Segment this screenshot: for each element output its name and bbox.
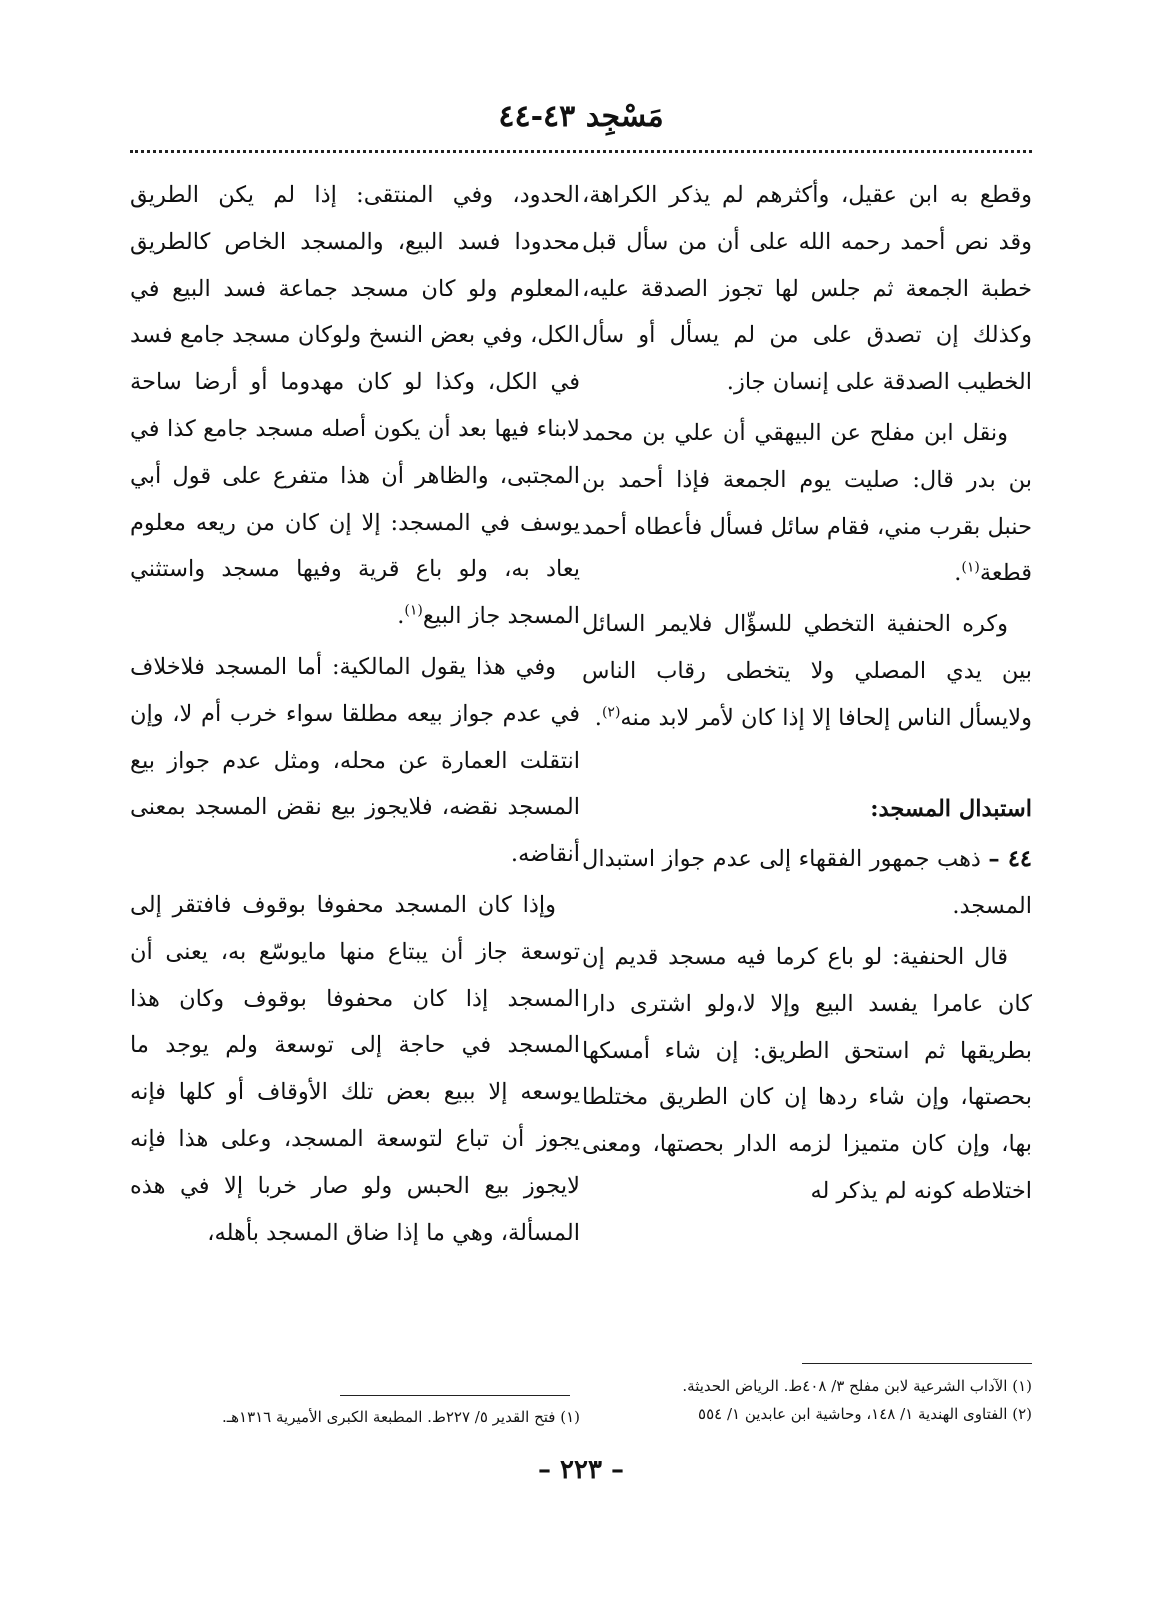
footnote-item: (١) فتح القدير ٥/ ٢٢٧ط. المطبعة الكبرى الأميرية ١٣١٦هـ. — [221, 1408, 580, 1426]
paragraph-text: وكره الحنفية التخطي للسؤّال فلايمر السائل بين يدي المصلي ولا يتخطى رقاب الناس ولايسأل الناس إلحافا إلا إذا كان لأمر لابد منه — [582, 611, 1032, 731]
footnote-item: (٢) الفتاوى الهندية ١/ ١٤٨، وحاشية ابن عابدين ١/ ٥٥٤ — [698, 1405, 1032, 1423]
footnotes-right — [582, 1372, 1032, 1428]
footnotes-left — [130, 1403, 580, 1431]
page-number: – ٢٢٣ – — [537, 1455, 625, 1485]
paragraph-text: ذهب جمهور الفقهاء إلى عدم جواز استبدال المسجد. — [582, 846, 1032, 920]
footnote-ref: (١) — [404, 602, 423, 619]
section-heading: استبدال المسجد: — [870, 795, 1032, 822]
footnote-ref: (١) — [961, 559, 980, 576]
paragraph-text: الحدود، وفي المنتقى: إذا لم يكن الطريق محدودا فسد البيع، والمسجد الخاص كالطريق المعلوم ولو كان مسجد جماعة فسد البيع في الكل، وفي بعض النسخ ولوكان مسجد جامع فسد في الكل، وكذا لو كان مهدوما أو أرضا ساحة لابناء فيها بعد أن يكون أصله مسجد جامع كذا في المجتبى، والظاهر أن هذا متفرع على قول أبي يوسف في المسجد: إلا إن كان من ريعه معلوم يعاد به، ولو باع قرية وفيها مسجد واستثني المسجد جاز البيع — [130, 182, 580, 630]
footnote-ref: (٢) — [601, 704, 621, 721]
right-column — [582, 172, 1032, 1219]
paragraph: وإذا كان المسجد محفوفا بوقوف فافتقر إلى توسعة جاز أن يبتاع منها مايوسّع به، يعنى أن المسجد إذا كان محفوفا بوقوف وكان هذا المسجد في حاجة إلى توسعة ولم يوجد ما يوسعه إلا ببيع بعض تلك الأوقاف أو كلها فإنه يجوز أن تباع لتوسعة المسجد، وعلى هذا فإنه لايجوز بيع الحبس ولو صار خربا إلا في هذه المسألة، وهي ما إذا ضاق المسجد بأهله، — [130, 891, 580, 1246]
paragraph — [582, 836, 1032, 930]
paragraph — [130, 172, 580, 640]
paragraph-end: . — [594, 704, 602, 731]
paragraph-text: ونقل ابن مفلح عن البيهقي أن علي بن محمد بن بدر قال: صليت يوم الجمعة فإذا أحمد بن حنبل بقرب مني، فقام سائل فسأل فأعطاه أحمد قطعة — [582, 419, 1032, 587]
footnote-item: (١) الآداب الشرعية لابن مفلح ٣/ ٤٠٨ط. الرياض الحديثة. — [682, 1377, 1032, 1395]
section-number: ٤٤ – — [988, 846, 1032, 873]
footnote-rule — [802, 1363, 1032, 1364]
left-column — [130, 172, 580, 1260]
paragraph: وقطع به ابن عقيل، وأكثرهم لم يذكر الكراهة، وقد نص أحمد رحمه الله على أن من سأل قبل خطبة الجمعة ثم جلس لها تجوز الصدقة عليه، وكذلك إن تصدق على من لم يسأل أو سأل الخطيب الصدقة على إنسان جاز. — [582, 182, 1032, 396]
paragraph-end: . — [397, 603, 405, 630]
header-dotted-rule — [130, 150, 1032, 153]
footnote-rule — [340, 1395, 570, 1396]
page-header-title: مَسْجِد ٤٣-٤٤ — [498, 99, 664, 134]
paragraph — [582, 601, 1032, 741]
paragraph — [582, 410, 1032, 597]
paragraph: وفي هذا يقول المالكية: أما المسجد فلاخلاف في عدم جواز بيعه مطلقا سواء خرب أم لا، وإن انتقلت العمارة عن محله، ومثل عدم جواز بيع المسجد نقضه، فلايجوز بيع نقض المسجد بمعنى أنقاضه. — [130, 653, 580, 868]
paragraph-end: . — [954, 560, 962, 587]
paragraph: قال الحنفية: لو باع كرما فيه مسجد قديم إن كان عامرا يفسد البيع وإلا لا،ولو اشترى دارا بطريقها ثم استحق الطريق: إن شاء أمسكها بحصتها، وإن شاء ردها إن كان الطريق مختلطا بها، وإن كان متميزا لزمه الدار بحصتها، ومعنى اختلاطه كونه لم يذكر له — [582, 943, 1032, 1204]
